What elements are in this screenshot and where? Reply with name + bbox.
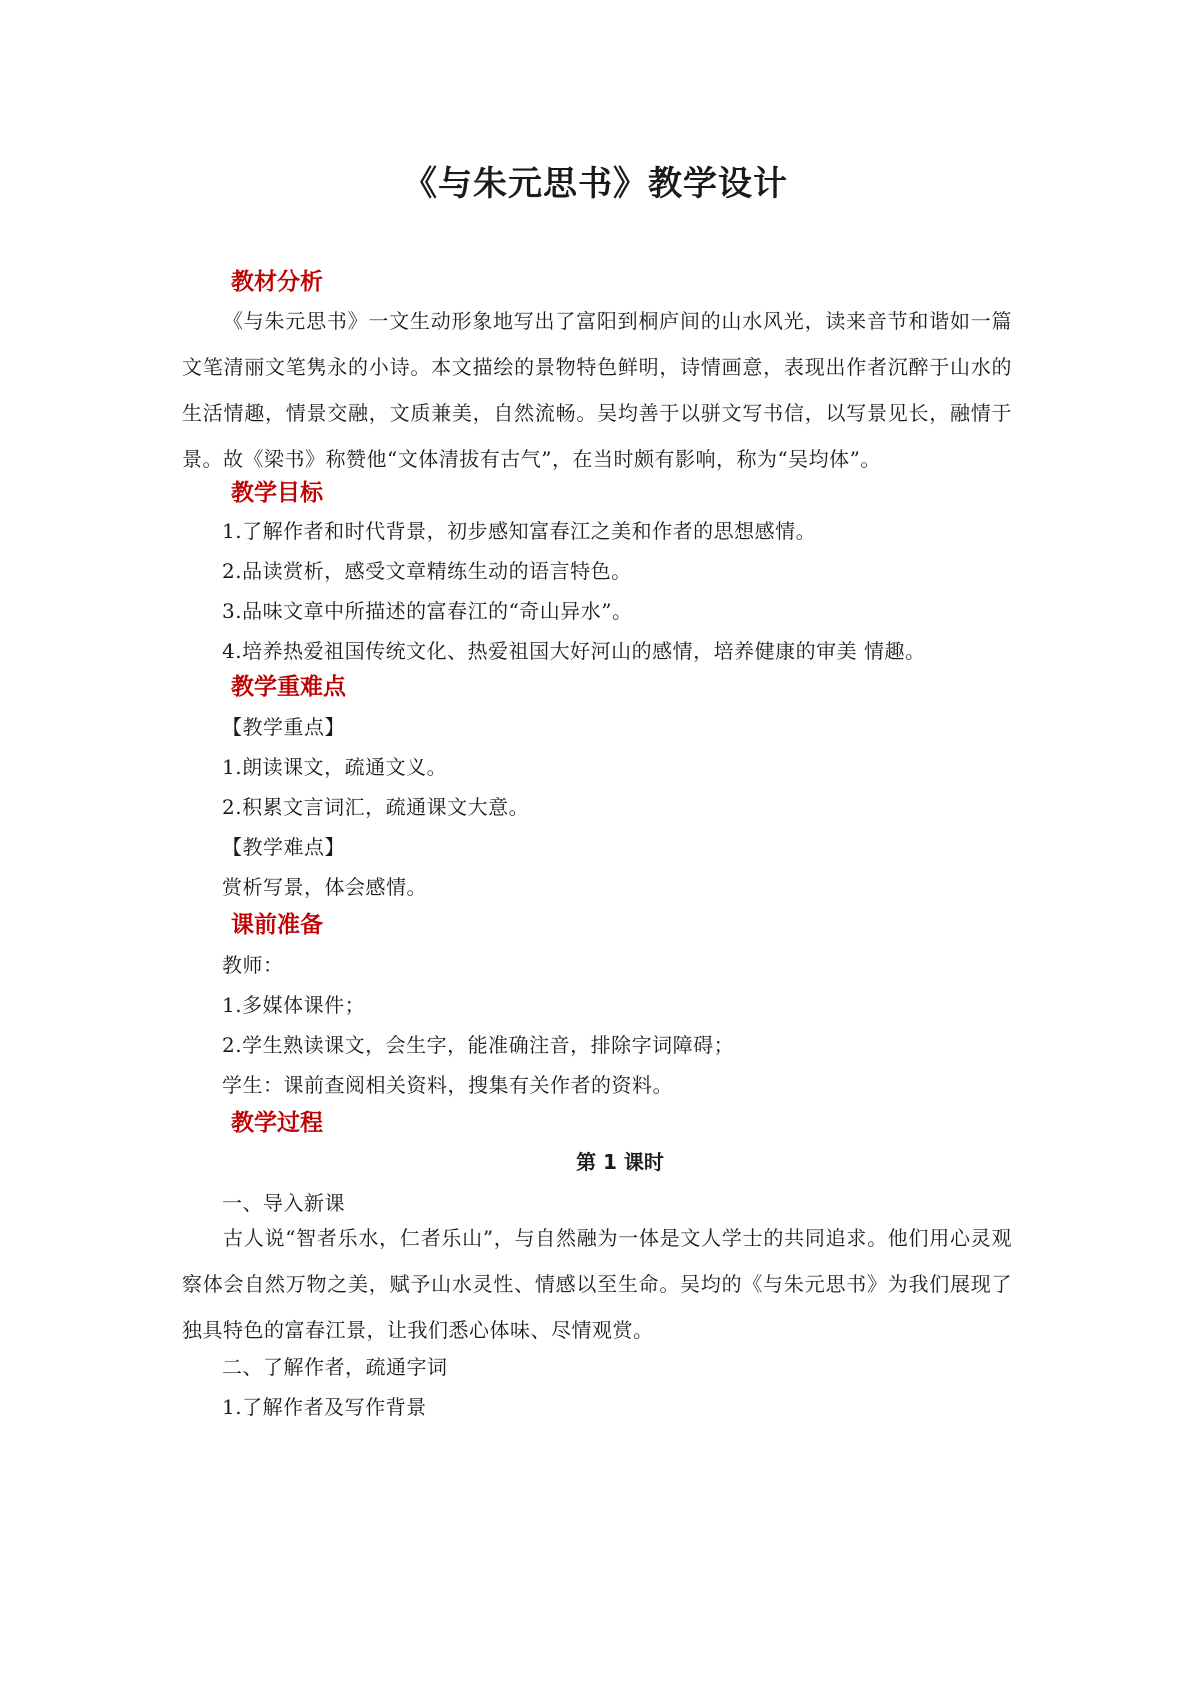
analysis-paragraph: 《与朱元思书》一文生动形象地写出了富阳到桐庐间的山水风光，读来音节和谐如一篇文笔清丽文笔隽永的小诗。本文描绘的景物特色鲜明，诗情画意，表现出作者沉醉于山水的生活情趣，情景交融，文质兼美，自然流畅。吴均善于以骈文写书信，以写景见长，融情于景。故《梁书》称赞他“文体清拔有古气”，在当时颇有影响，称为“吴均体”。 bbox=[182, 309, 1012, 471]
focus-item: 2.积累文言词汇，疏通课文大意。 bbox=[222, 795, 530, 819]
step2-title: 二、了解作者，疏通字词 bbox=[222, 1355, 448, 1379]
heading-goals: 教学目标 bbox=[231, 480, 323, 506]
goal-item: 2.品读赏析，感受文章精练生动的语言特色。 bbox=[222, 559, 632, 583]
focus-item: 1.朗读课文，疏通文义。 bbox=[222, 755, 448, 779]
step1-paragraph: 古人说“智者乐水，仁者乐山”，与自然融为一体是文人学士的共同追求。他们用心灵观察体会自然万物之美，赋予山水灵性、情感以至生命。吴均的《与朱元思书》为我们展现了独具特色的富春江景，让我们悉心体味、尽情观赏。 bbox=[182, 1226, 1012, 1342]
heading-key-points: 教学重难点 bbox=[231, 674, 346, 700]
goal-item: 4.培养热爱祖国传统文化、热爱祖国大好河山的感情，培养健康的审美 情趣。 bbox=[222, 639, 926, 663]
teacher-label: 教师： bbox=[222, 953, 284, 977]
focus-label: 【教学重点】 bbox=[222, 715, 345, 739]
student-text: 学生：课前查阅相关资料，搜集有关作者的资料。 bbox=[222, 1073, 673, 1097]
difficulty-text: 赏析写景，体会感情。 bbox=[222, 875, 427, 899]
document-title: 《与朱元思书》教学设计 bbox=[403, 164, 788, 204]
difficulty-label: 【教学难点】 bbox=[222, 835, 345, 859]
step2-item: 1.了解作者及写作背景 bbox=[222, 1395, 427, 1419]
heading-preparation: 课前准备 bbox=[231, 912, 323, 938]
goal-item: 1.了解作者和时代背景，初步感知富春江之美和作者的思想感情。 bbox=[222, 519, 817, 543]
heading-process: 教学过程 bbox=[231, 1110, 323, 1136]
heading-analysis: 教材分析 bbox=[231, 269, 323, 295]
lesson-label: 第 1 课时 bbox=[576, 1150, 664, 1174]
goal-item: 3.品味文章中所描述的富春江的“奇山异水”。 bbox=[222, 599, 633, 623]
teacher-item: 2.学生熟读课文，会生字，能准确注音，排除字词障碍； bbox=[222, 1033, 735, 1057]
step1-title: 一、导入新课 bbox=[222, 1191, 345, 1215]
teacher-item: 1.多媒体课件； bbox=[222, 993, 366, 1017]
